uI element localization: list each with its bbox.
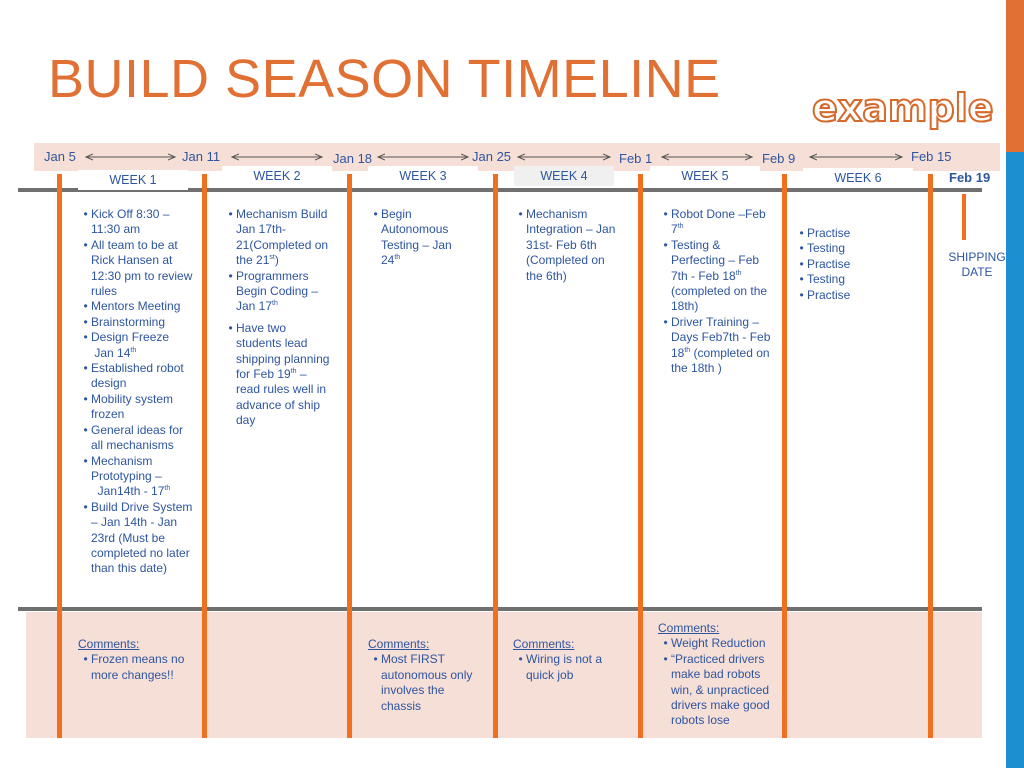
comments-heading: Comments: [78,637,140,651]
task-item: • Practise [807,257,894,272]
week-4-tasks [513,207,619,284]
task-item: • General ideas for all mechanisms [91,423,196,454]
task-item: • Mentors Meeting [91,299,196,314]
week-5-tasks [658,207,776,376]
comment-item: • Frozen means no more changes!! [91,652,198,683]
task-item: • Have two students lead shipping planning for Feb 19th – read rules well in advance of ship day [236,321,331,429]
date-label: Jan 11 [182,149,221,164]
timeline-line-6 [782,174,787,738]
task-item: • Begin Autonomous Testing – Jan 24th [381,207,468,269]
task-item: • Mechanism Prototyping – Jan14th - 17th [91,454,196,500]
task-item: • Mechanism Integration – Jan 31st- Feb 6th (Completed on the 6th) [526,207,619,284]
task-item: • Driver Training – Days Feb7th - Feb 18th (completed on the 18th ) [671,315,776,377]
date-label: Feb 1 [619,151,653,166]
slide-title: BUILD SEASON TIMELINE [48,49,721,109]
task-item: • Kick Off 8:30 – 11:30 am [91,207,196,238]
task-item: • Established robot design [91,361,196,392]
task-item: • Mechanism Build Jan 17th- 21(Completed on the 21st) [236,207,331,269]
shipping-tick [962,194,966,240]
comment-item: • “Practiced drivers make bad robots win, & unpracticed drivers make good robots lose [671,652,776,729]
date-label-shipping: Feb 19 [949,170,991,185]
timeline-line-3 [347,174,352,738]
task-item: • Robot Done –Feb 7th [671,207,776,238]
shipping-date-label: SHIPPING DATE [948,250,1006,279]
comments-week-4 [513,637,619,683]
comments-heading: Comments: [368,637,430,651]
week-label-2: WEEK 2 [222,166,332,186]
bottom-rule [18,607,982,611]
date-label: Jan 18 [333,151,373,166]
week-label-5: WEEK 5 [650,166,760,186]
date-label: Feb 15 [911,149,952,164]
date-label: Jan 25 [472,149,512,164]
comment-item: • Wiring is not a quick job [526,652,619,683]
week-label-3: WEEK 3 [368,166,478,186]
date-label: Feb 9 [762,151,796,166]
timeline-line-1 [57,174,62,738]
timeline-line-2 [202,174,207,738]
task-item: • Mobility system frozen [91,392,196,423]
task-item: • Build Drive System – Jan 14th - Jan 23rd (Must be completed no later than this date) [91,500,196,577]
timeline-line-5 [638,174,643,738]
comments-week-5 [658,621,776,729]
timeline-line-7 [928,174,933,738]
task-item: • All team to be at Rick Hansen at 12:30 pm to review rules [91,238,196,300]
task-item: • Practise [807,288,894,303]
week-label-4: WEEK 4 [514,166,614,186]
task-item: • Testing [807,241,894,256]
date-label: Jan 5 [44,149,76,164]
comments-week-3 [368,637,482,714]
comment-item: • Weight Reduction [671,636,776,651]
task-item: • Programmers Begin Coding – Jan 17th [236,269,331,315]
example-watermark: example [812,86,994,130]
week-2-tasks [223,207,331,429]
task-item: • Design Freeze Jan 14th [91,330,196,361]
comments-heading: Comments: [513,637,575,651]
right-accent-blue [1006,152,1024,768]
task-item: • Brainstorming [91,315,196,330]
task-item: • Testing & Perfecting – Feb 7th - Feb 18th (completed on the 18th) [671,238,776,315]
task-item: • Practise [807,226,894,241]
comments-week-1 [78,637,198,683]
week-label-1: WEEK 1 [78,170,188,190]
task-item: • Testing [807,272,894,287]
week-1-tasks [78,207,196,577]
week-6-tasks [794,226,894,303]
timeline-line-4 [493,174,498,738]
week-label-6: WEEK 6 [803,168,913,188]
comment-item: • Most FIRST autonomous only involves the chassis [381,652,482,714]
week-3-tasks [368,207,468,269]
comments-heading: Comments: [658,621,720,635]
